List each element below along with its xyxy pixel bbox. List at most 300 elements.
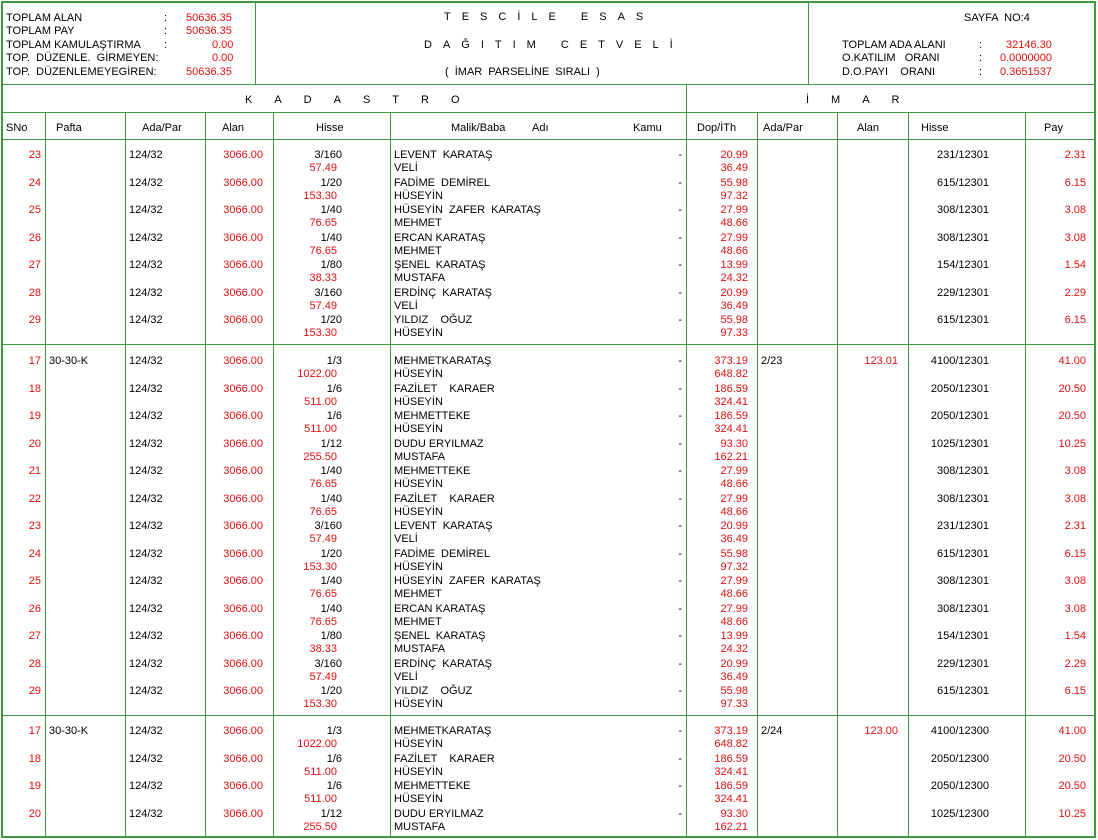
row-ada-par: 124/32 (129, 725, 163, 737)
row-hisse-value: 511.00 (304, 423, 337, 435)
row-pay: 20.50 (1058, 410, 1086, 422)
row-imar-hisse: 231/12301 (937, 520, 989, 532)
row-dop-ith-2: 162.21 (714, 820, 748, 833)
row-baba: HÜSEYİN (394, 560, 443, 573)
row-imar-hisse: 154/12301 (937, 630, 989, 642)
row-sno: 29 (28, 685, 41, 697)
row-sno: 23 (28, 149, 41, 161)
row-malik: ERDİNÇ KARATAŞ (394, 286, 492, 299)
row-dop-ith-2: 324.41 (714, 793, 748, 805)
table-row (0, 287, 1098, 315)
table-row (0, 630, 1098, 658)
row-alan: 3066.00 (223, 204, 263, 216)
row-kamu: - (678, 492, 682, 505)
info-label: O.KATILIM ORANI (842, 52, 940, 64)
row-dop-ith-2: 24.32 (720, 643, 748, 655)
row-hisse-value: 38.33 (309, 272, 337, 284)
row-alan: 3066.00 (223, 437, 263, 450)
summary-colon: : (164, 25, 168, 37)
row-pay: 20.50 (1058, 780, 1086, 792)
row-hisse: 1/3 (326, 355, 342, 367)
row-hisse: 1/6 (326, 410, 342, 422)
row-malik: MEHMETKARATAŞ (394, 355, 492, 367)
summary-label: TOPLAM KAMULAŞTIRMA (6, 39, 141, 51)
row-hisse-value: 255.50 (303, 820, 337, 833)
row-dop-ith: 55.98 (720, 547, 748, 560)
row-imar-hisse: 615/12301 (937, 547, 989, 560)
row-malik: FAZİLET KARAER (394, 492, 495, 505)
row-pay: 6.15 (1064, 547, 1086, 560)
row-imar-hisse: 308/12301 (937, 465, 989, 477)
row-baba: VELİ (394, 670, 418, 683)
row-ada-par: 124/32 (129, 410, 163, 422)
summary-value: 0.00 (212, 52, 234, 64)
row-ada-par: 124/32 (129, 602, 163, 615)
col-imar-adapar: Ada/Par (763, 122, 803, 134)
row-malik: FADİME DEMİREL (394, 176, 490, 189)
table-row (0, 520, 1098, 548)
table-row (0, 685, 1098, 713)
row-sno: 24 (28, 547, 41, 560)
row-kamu: - (678, 725, 682, 737)
row-pay: 2.29 (1064, 657, 1086, 670)
row-hisse-value: 57.49 (309, 299, 337, 312)
row-ada-par: 124/32 (129, 685, 163, 697)
row-alan: 3066.00 (223, 752, 263, 765)
summary-label: TOPLAM ALAN (6, 12, 83, 24)
page-number: SAYFA NO:4 (964, 12, 1030, 24)
row-alan: 3066.00 (223, 492, 263, 505)
row-alan: 3066.00 (223, 520, 263, 532)
row-hisse-value: 76.65 (309, 588, 337, 600)
row-dop-ith-2: 36.49 (720, 670, 748, 683)
row-imar-hisse: 231/12301 (937, 149, 989, 161)
row-ada-par: 124/32 (129, 752, 163, 765)
row-dop-ith: 20.99 (720, 520, 748, 532)
row-imar-hisse: 2050/12300 (930, 780, 989, 792)
row-hisse: 1/6 (326, 780, 342, 792)
row-hisse-value: 511.00 (304, 765, 337, 778)
table-row (0, 658, 1098, 686)
summary-colon: : (164, 12, 168, 24)
row-alan: 3066.00 (223, 630, 263, 642)
row-alan: 3066.00 (223, 286, 263, 299)
row-kamu: - (678, 204, 682, 216)
header-divider-right (808, 1, 809, 85)
row-dop-ith-2: 162.21 (714, 450, 748, 463)
row-malik: DUDU ERYILMAZ (394, 437, 484, 450)
row-hisse: 1/40 (320, 204, 342, 216)
row-malik: YILDIZ OĞUZ (394, 314, 473, 326)
row-baba: MEHMET (394, 615, 442, 628)
group-separator (1, 715, 1096, 716)
row-ada-par: 124/32 (129, 465, 163, 477)
row-baba: MUSTAFA (394, 643, 446, 655)
row-baba: MUSTAFA (394, 272, 446, 284)
row-malik: ŞENEL KARATAŞ (394, 630, 486, 642)
row-sno: 19 (28, 410, 41, 422)
row-dop-ith: 27.99 (720, 465, 748, 477)
row-ada-par: 124/32 (129, 231, 163, 244)
info-value: 32146.30 (1006, 39, 1052, 51)
title-line-2: DAĞITIM CETVELİ (424, 39, 684, 51)
table-row (0, 465, 1098, 493)
row-hisse-value: 76.65 (309, 244, 337, 257)
row-malik: ERCAN KARATAŞ (394, 602, 486, 615)
row-hisse-value: 57.49 (309, 533, 337, 545)
title-line-1: TESCİLE ESAS (444, 11, 655, 23)
section-kadastro: KADASTRO (245, 94, 482, 106)
row-dop-ith-2: 48.66 (720, 478, 748, 490)
row-sno: 28 (28, 286, 41, 299)
row-baba: MEHMET (394, 217, 442, 229)
row-sno: 17 (28, 725, 41, 737)
row-sno: 17 (28, 355, 41, 367)
row-pay: 3.08 (1064, 575, 1086, 587)
row-malik: FADİME DEMİREL (394, 547, 490, 560)
row-hisse: 1/12 (320, 437, 342, 450)
col-adi: Adı (532, 122, 549, 134)
row-sno: 24 (28, 176, 41, 189)
row-sno: 18 (28, 382, 41, 395)
table-row (0, 548, 1098, 576)
row-imar-hisse: 308/12301 (937, 492, 989, 505)
row-dop-ith-2: 324.41 (714, 423, 748, 435)
row-imar-hisse: 229/12301 (937, 657, 989, 670)
row-dop-ith-2: 97.32 (720, 560, 748, 573)
row-dop-ith: 27.99 (720, 602, 748, 615)
summary-label: TOP. DÜZENLE. GİRMEYEN: (6, 52, 159, 64)
row-ada-par: 124/32 (129, 314, 163, 326)
summary-label: TOP. DÜZENLEMEYEGİREN: (6, 66, 157, 78)
row-dop-ith: 55.98 (720, 685, 748, 697)
row-dop-ith: 186.59 (714, 780, 748, 792)
row-pay: 3.08 (1064, 465, 1086, 477)
row-kamu: - (678, 547, 682, 560)
row-pay: 2.31 (1064, 149, 1086, 161)
row-dop-ith-2: 97.32 (720, 189, 748, 202)
row-alan: 3066.00 (223, 465, 263, 477)
row-hisse-value: 76.65 (309, 217, 337, 229)
row-kamu: - (678, 575, 682, 587)
row-pay: 41.00 (1058, 725, 1086, 737)
row-sno: 20 (28, 807, 41, 820)
row-imar-hisse: 2050/12301 (930, 382, 989, 395)
summary-value: 50636.35 (186, 66, 232, 78)
row-dop-ith: 27.99 (720, 204, 748, 216)
row-dop-ith: 13.99 (720, 630, 748, 642)
row-dop-ith: 27.99 (720, 575, 748, 587)
row-imar-ada-par: 2/23 (761, 355, 783, 367)
info-value: 0.3651537 (1000, 66, 1052, 78)
row-dop-ith-2: 648.82 (714, 738, 748, 750)
row-alan: 3066.00 (223, 149, 263, 161)
row-hisse: 1/3 (326, 725, 342, 737)
row-baba: VELİ (394, 533, 418, 545)
row-malik: MEHMETTEKE (394, 780, 471, 792)
row-dop-ith: 20.99 (720, 149, 748, 161)
row-hisse: 1/40 (320, 575, 342, 587)
row-hisse: 3/160 (314, 149, 342, 161)
row-pafta: 30-30-K (49, 355, 89, 367)
table-row (0, 808, 1098, 836)
row-kamu: - (678, 176, 682, 189)
row-ada-par: 124/32 (129, 286, 163, 299)
row-kamu: - (678, 286, 682, 299)
summary-value: 50636.35 (186, 12, 232, 24)
group-separator (1, 344, 1096, 345)
info-label: D.O.PAYI ORANI (842, 66, 936, 78)
col-dop-ith: Dop/İTh (697, 122, 737, 134)
row-alan: 3066.00 (223, 807, 263, 820)
row-alan: 3066.00 (223, 725, 263, 737)
row-malik: LEVENT KARATAŞ (394, 149, 493, 161)
row-kamu: - (678, 231, 682, 244)
header-divider-left (255, 1, 256, 85)
section-bottom-rule (1, 112, 1096, 113)
row-baba: MEHMET (394, 244, 442, 257)
row-hisse-value: 153.30 (303, 327, 337, 339)
row-alan: 3066.00 (223, 657, 263, 670)
row-alan: 3066.00 (223, 410, 263, 422)
row-baba: HÜSEYİN (394, 368, 443, 380)
row-hisse-value: 153.30 (303, 560, 337, 573)
row-pay: 1.54 (1064, 630, 1086, 642)
row-malik: YILDIZ OĞUZ (394, 685, 473, 697)
row-baba: MUSTAFA (394, 450, 446, 463)
row-imar-hisse: 2050/12301 (930, 410, 989, 422)
row-dop-ith-2: 324.41 (714, 765, 748, 778)
row-hisse: 1/6 (326, 382, 342, 395)
row-imar-hisse: 615/12301 (937, 176, 989, 189)
row-imar-hisse: 229/12301 (937, 286, 989, 299)
info-colon: : (979, 66, 983, 78)
table-row (0, 753, 1098, 781)
row-dop-ith-2: 24.32 (720, 272, 748, 284)
row-baba: HÜSEYİN (394, 738, 443, 750)
row-alan: 3066.00 (223, 685, 263, 697)
row-hisse-value: 1022.00 (297, 738, 337, 750)
row-malik: MEHMETTEKE (394, 465, 471, 477)
row-dop-ith: 186.59 (714, 752, 748, 765)
row-pay: 10.25 (1058, 437, 1086, 450)
row-hisse: 3/160 (314, 657, 342, 670)
row-dop-ith: 13.99 (720, 259, 748, 271)
row-hisse-value: 76.65 (309, 505, 337, 518)
row-imar-hisse: 308/12301 (937, 575, 989, 587)
row-dop-ith-2: 48.66 (720, 217, 748, 229)
row-pay: 20.50 (1058, 382, 1086, 395)
row-ada-par: 124/32 (129, 382, 163, 395)
row-malik: MEHMETKARATAŞ (394, 725, 492, 737)
row-ada-par: 124/32 (129, 657, 163, 670)
row-hisse: 3/160 (314, 286, 342, 299)
row-dop-ith: 27.99 (720, 231, 748, 244)
row-pay: 2.31 (1064, 520, 1086, 532)
row-dop-ith: 27.99 (720, 492, 748, 505)
row-malik: ŞENEL KARATAŞ (394, 259, 486, 271)
row-hisse: 1/40 (320, 231, 342, 244)
row-imar-hisse: 615/12301 (937, 685, 989, 697)
col-hisse: Hisse (316, 122, 344, 134)
row-ada-par: 124/32 (129, 807, 163, 820)
row-pay: 10.25 (1058, 807, 1086, 820)
row-kamu: - (678, 149, 682, 161)
row-dop-ith-2: 48.66 (720, 244, 748, 257)
row-alan: 3066.00 (223, 259, 263, 271)
row-hisse-value: 76.65 (309, 615, 337, 628)
row-ada-par: 124/32 (129, 492, 163, 505)
row-hisse: 1/40 (320, 492, 342, 505)
row-baba: HÜSEYİN (394, 395, 443, 408)
row-hisse-value: 153.30 (303, 698, 337, 710)
row-hisse-value: 76.65 (309, 478, 337, 490)
row-pay: 20.50 (1058, 752, 1086, 765)
row-malik: FAZİLET KARAER (394, 382, 495, 395)
row-sno: 20 (28, 437, 41, 450)
row-baba: HÜSEYİN (394, 423, 443, 435)
row-alan: 3066.00 (223, 314, 263, 326)
row-malik: FAZİLET KARAER (394, 752, 495, 765)
row-kamu: - (678, 259, 682, 271)
row-dop-ith: 55.98 (720, 176, 748, 189)
row-sno: 21 (28, 465, 41, 477)
row-dop-ith-2: 324.41 (714, 395, 748, 408)
row-dop-ith: 55.98 (720, 314, 748, 326)
row-pay: 2.29 (1064, 286, 1086, 299)
row-sno: 27 (28, 259, 41, 271)
row-alan: 3066.00 (223, 176, 263, 189)
row-hisse: 1/20 (320, 547, 342, 560)
row-hisse-value: 1022.00 (297, 368, 337, 380)
row-kamu: - (678, 752, 682, 765)
info-colon: : (979, 52, 983, 64)
table-row (0, 603, 1098, 631)
row-malik: HÜSEYİN ZAFER KARATAŞ (394, 575, 541, 587)
row-ada-par: 124/32 (129, 575, 163, 587)
row-kamu: - (678, 355, 682, 367)
row-dop-ith-2: 648.82 (714, 368, 748, 380)
table-row (0, 232, 1098, 260)
row-hisse-value: 57.49 (309, 162, 337, 174)
summary-colon: : (164, 39, 168, 51)
info-colon: : (979, 39, 983, 51)
col-adapar: Ada/Par (142, 122, 182, 134)
row-hisse-value: 38.33 (309, 643, 337, 655)
row-sno: 28 (28, 657, 41, 670)
row-baba: HÜSEYİN (394, 793, 443, 805)
row-baba: MEHMET (394, 588, 442, 600)
row-kamu: - (678, 657, 682, 670)
row-malik: MEHMETTEKE (394, 410, 471, 422)
row-dop-ith: 373.19 (714, 355, 748, 367)
row-hisse: 1/12 (320, 807, 342, 820)
table-row (0, 259, 1098, 287)
row-hisse: 3/160 (314, 520, 342, 532)
row-dop-ith-2: 97.33 (720, 698, 748, 710)
row-baba: HÜSEYİN (394, 505, 443, 518)
row-pafta: 30-30-K (49, 725, 89, 737)
row-imar-hisse: 308/12301 (937, 602, 989, 615)
row-imar-hisse: 1025/12301 (930, 437, 989, 450)
row-kamu: - (678, 465, 682, 477)
row-dop-ith-2: 48.66 (720, 505, 748, 518)
summary-value: 0.00 (212, 39, 234, 51)
row-dop-ith: 93.30 (720, 437, 748, 450)
col-kamu: Kamu (633, 122, 662, 134)
row-hisse-value: 153.30 (303, 189, 337, 202)
row-baba: HÜSEYİN (394, 189, 443, 202)
col-imar-hisse: Hisse (921, 122, 949, 134)
row-ada-par: 124/32 (129, 630, 163, 642)
row-dop-ith: 186.59 (714, 410, 748, 422)
row-alan: 3066.00 (223, 780, 263, 792)
table-row (0, 493, 1098, 521)
row-alan: 3066.00 (223, 602, 263, 615)
row-imar-alan: 123.01 (864, 355, 898, 367)
row-kamu: - (678, 602, 682, 615)
row-kamu: - (678, 382, 682, 395)
row-hisse-value: 511.00 (304, 793, 337, 805)
row-hisse: 1/80 (320, 259, 342, 271)
row-baba: VELİ (394, 162, 418, 174)
row-pay: 6.15 (1064, 314, 1086, 326)
table-row (0, 177, 1098, 205)
row-sno: 19 (28, 780, 41, 792)
row-hisse-value: 255.50 (303, 450, 337, 463)
row-hisse: 1/20 (320, 685, 342, 697)
row-sno: 25 (28, 204, 41, 216)
row-pay: 6.15 (1064, 176, 1086, 189)
summary-value: 50636.35 (186, 25, 232, 37)
row-dop-ith: 93.30 (720, 807, 748, 820)
table-row (0, 204, 1098, 232)
row-imar-hisse: 2050/12300 (930, 752, 989, 765)
table-row (0, 725, 1098, 753)
row-baba: HÜSEYİN (394, 765, 443, 778)
row-hisse: 1/40 (320, 465, 342, 477)
row-baba: HÜSEYİN (394, 698, 443, 710)
row-alan: 3066.00 (223, 547, 263, 560)
row-imar-hisse: 4100/12301 (930, 355, 989, 367)
row-kamu: - (678, 520, 682, 532)
row-sno: 23 (28, 520, 41, 532)
table-row (0, 314, 1098, 342)
row-imar-hisse: 154/12301 (937, 259, 989, 271)
table-row (0, 355, 1098, 383)
row-pay: 6.15 (1064, 685, 1086, 697)
row-imar-hisse: 308/12301 (937, 204, 989, 216)
table-row (0, 149, 1098, 177)
row-baba: HÜSEYİN (394, 327, 443, 339)
row-baba: MUSTAFA (394, 820, 446, 833)
row-alan: 3066.00 (223, 575, 263, 587)
row-hisse-value: 511.00 (304, 395, 337, 408)
row-kamu: - (678, 685, 682, 697)
col-pay: Pay (1044, 122, 1063, 134)
row-imar-ada-par: 2/24 (761, 725, 783, 737)
row-hisse: 1/20 (320, 314, 342, 326)
table-row (0, 410, 1098, 438)
col-alan: Alan (222, 122, 245, 134)
row-sno: 22 (28, 492, 41, 505)
row-kamu: - (678, 314, 682, 326)
row-imar-hisse: 615/12301 (937, 314, 989, 326)
row-ada-par: 124/32 (129, 520, 163, 532)
row-dop-ith-2: 36.49 (720, 533, 748, 545)
row-imar-alan: 123.00 (864, 725, 898, 737)
row-imar-hisse: 308/12301 (937, 231, 989, 244)
